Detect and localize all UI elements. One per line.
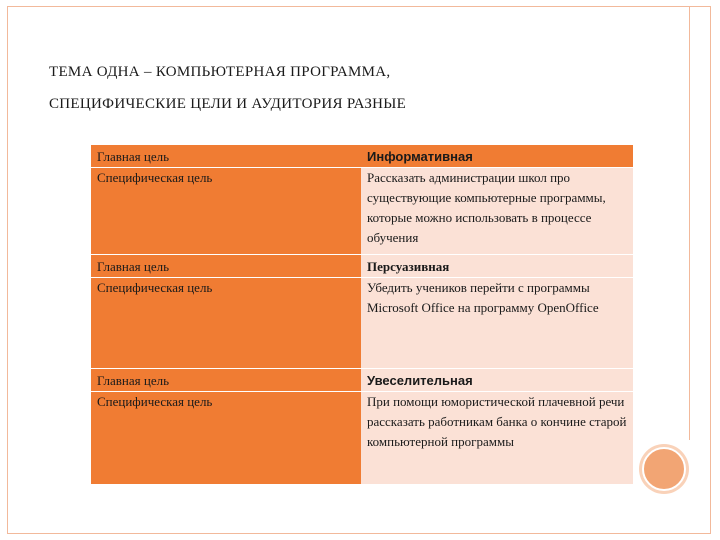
specific-goal-label: Специфическая цель [91,278,361,369]
table-row [91,392,633,485]
slide-title-line-1: ТЕМА ОДНА – КОМПЬЮТЕРНАЯ ПРОГРАММА, [49,64,391,80]
specific-goal-value: Убедить учеников перейти с программы Microsoft Office на программу OpenOffice [361,278,633,369]
specific-goal-value: При помощи юмористической плачевной речи рассказать работникам банка о кончине старой компьютерной программы [361,392,633,485]
main-goal-label: Главная цель [91,255,361,278]
goals-table [91,145,633,485]
main-goal-value: Информативная [361,145,633,168]
main-goal-label: Главная цель [91,369,361,392]
slide-title-line-2: СПЕЦИФИЧЕСКИЕ ЦЕЛИ И АУДИТОРИЯ РАЗНЫЕ [49,96,407,112]
table-row [91,168,633,255]
table-row [91,255,633,278]
decorative-circle [642,447,686,491]
main-goal-value: Увеселительная [361,369,633,392]
table-row [91,278,633,369]
specific-goal-value: Рассказать администрации школ про существующие компьютерные программы, которые можно использовать в процессе обучения [361,168,633,255]
table-row [91,369,633,392]
specific-goal-label: Специфическая цель [91,168,361,255]
frame-vertical-line [689,6,690,440]
table-row [91,145,633,168]
main-goal-value: Персуазивная [361,255,633,278]
specific-goal-label: Специфическая цель [91,392,361,485]
main-goal-label: Главная цель [91,145,361,168]
